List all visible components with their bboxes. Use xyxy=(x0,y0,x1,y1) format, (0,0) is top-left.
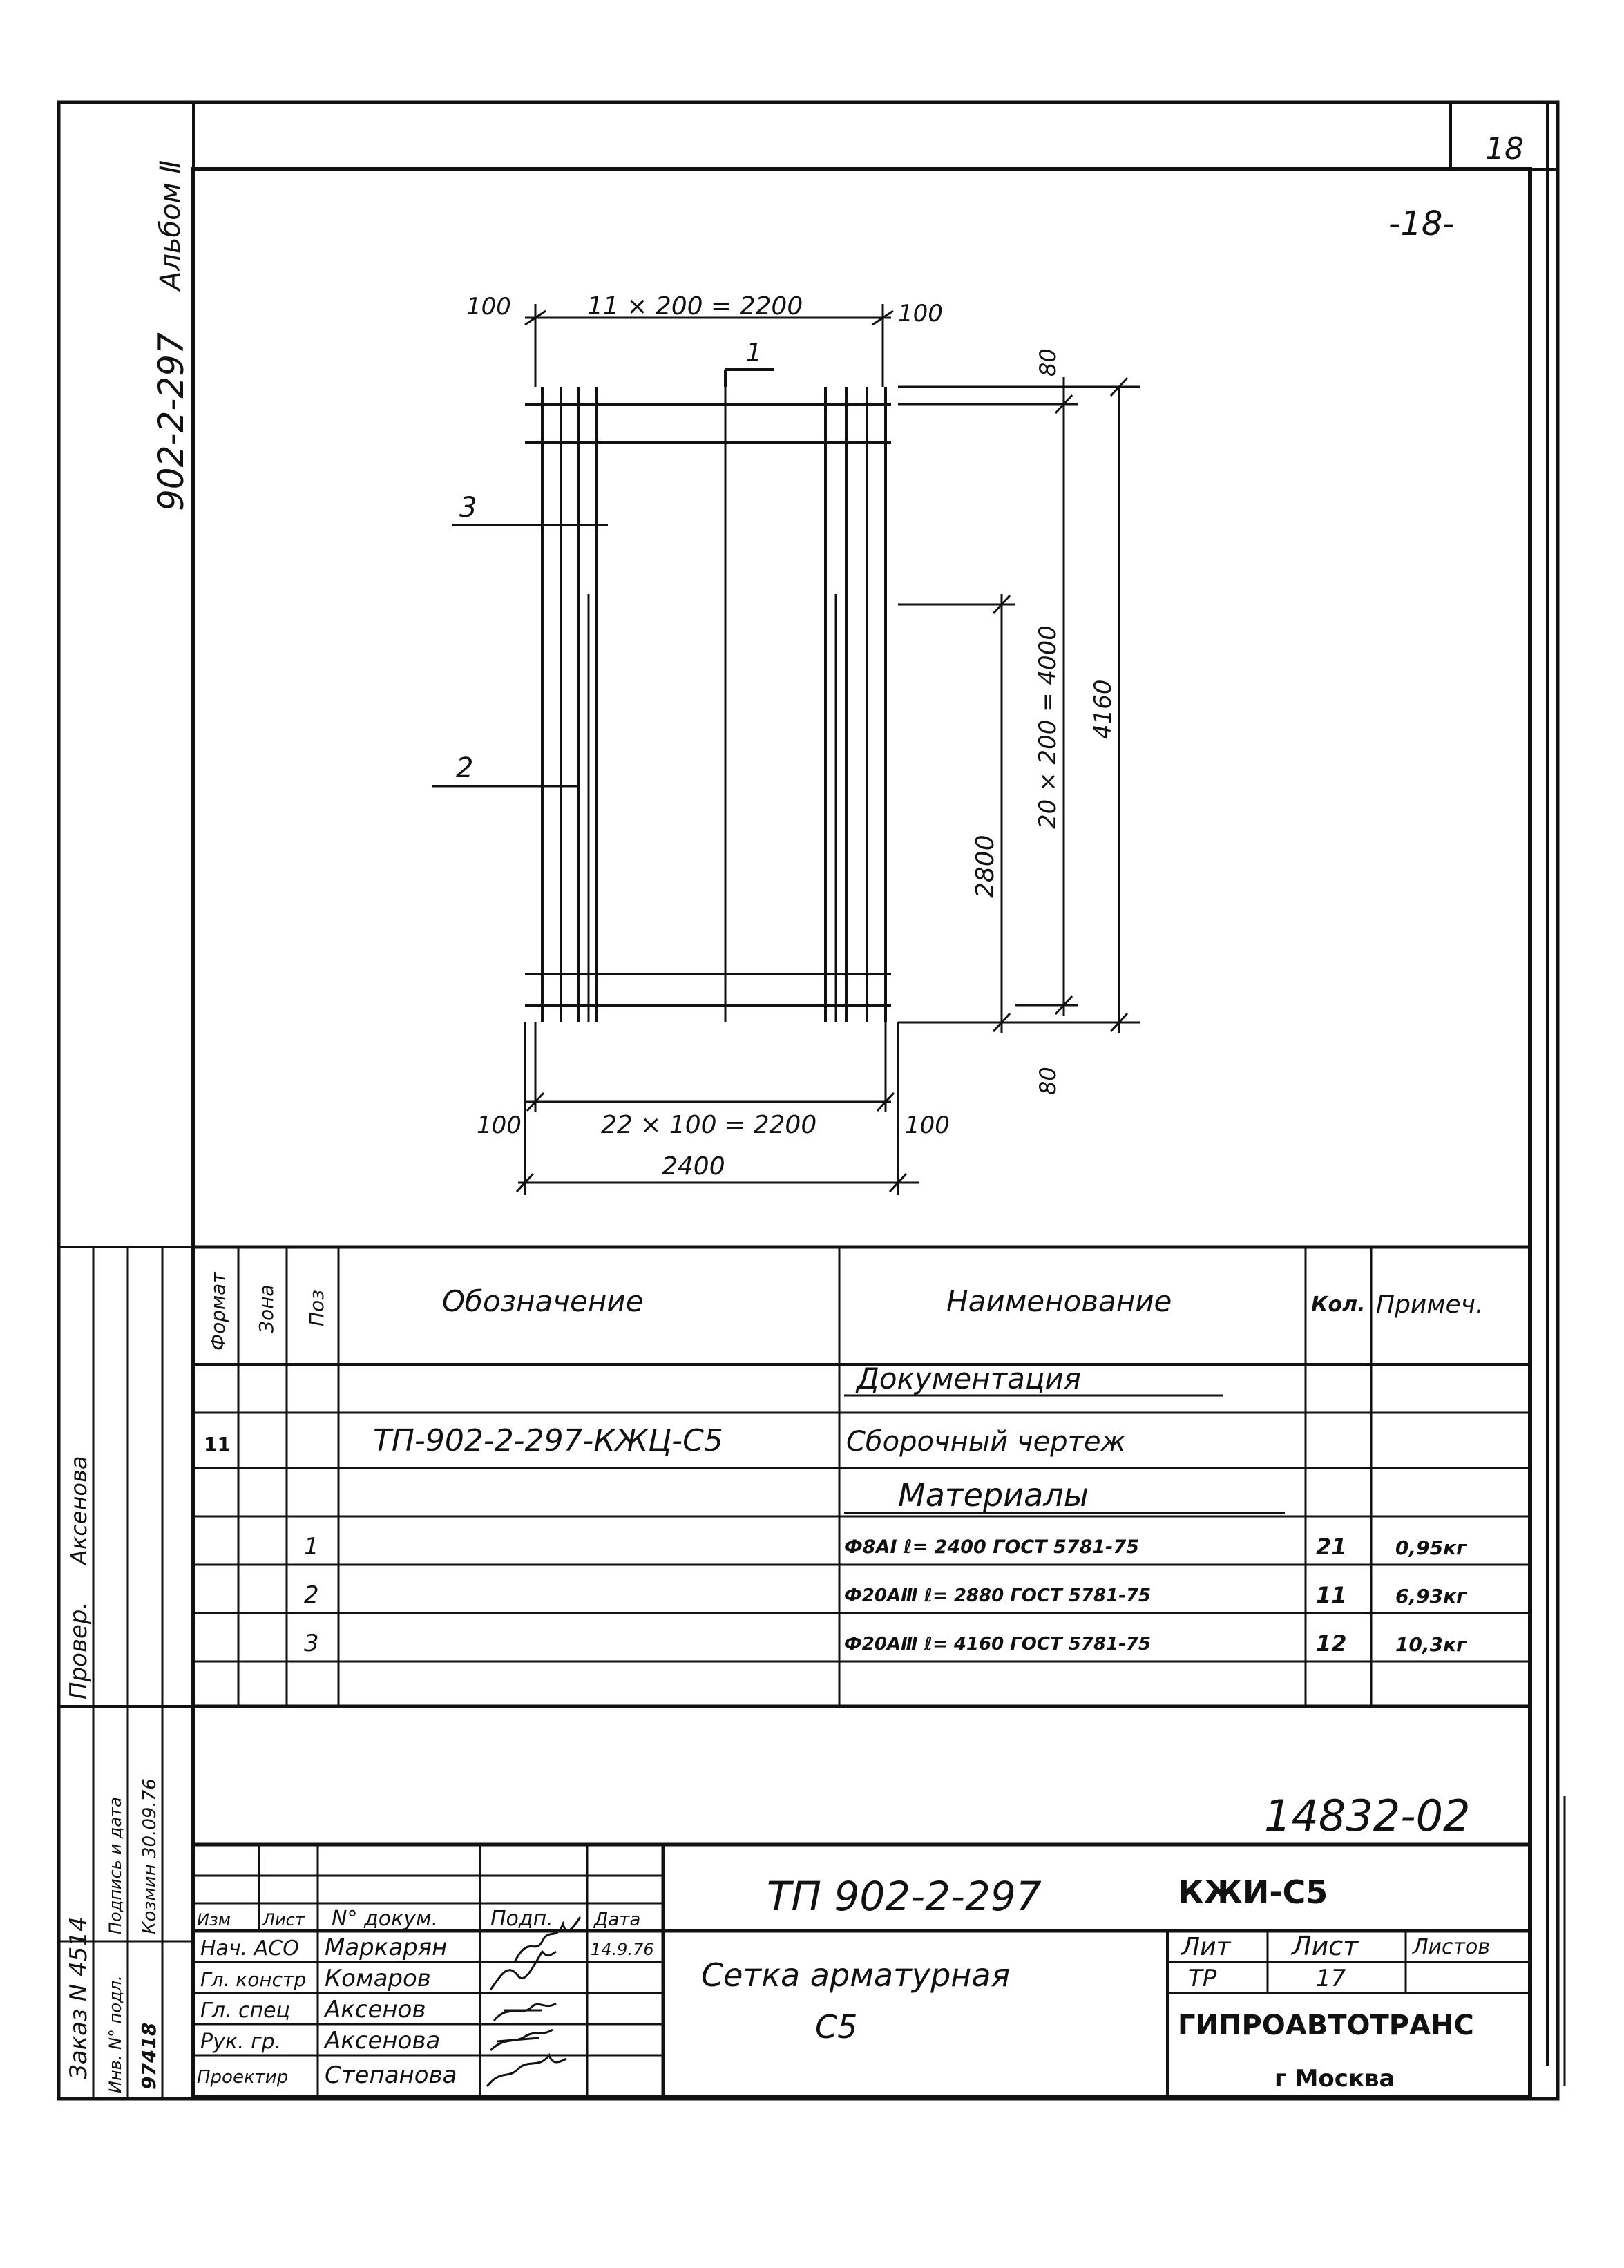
row-1-pos: 1 xyxy=(304,1533,319,1561)
header-name: Наименование xyxy=(946,1284,1172,1318)
person-1: Маркарян xyxy=(325,1934,448,1961)
col-date: Дата xyxy=(594,1909,641,1930)
dim-2800: 2800 xyxy=(971,835,1000,898)
dim-bottom-left: 100 xyxy=(477,1112,522,1139)
dim-bottom-total: 2400 xyxy=(662,1152,725,1181)
position-1-label: 1 xyxy=(746,339,762,367)
dim-right-top: 80 xyxy=(1035,348,1061,377)
dim-top-mid: 11 × 200 = 2200 xyxy=(587,292,803,321)
person-5: Степанова xyxy=(325,2061,457,2089)
row-3-note: 10,3кг xyxy=(1395,1633,1467,1656)
row-2-qty: 11 xyxy=(1316,1582,1347,1608)
dim-bottom-mid: 22 × 100 = 2200 xyxy=(601,1111,817,1139)
organization: ГИПРОАВТОТРАНС xyxy=(1178,2010,1474,2041)
row-1-qty: 21 xyxy=(1316,1534,1347,1560)
row-2-note: 6,93кг xyxy=(1395,1585,1467,1608)
checked-name: Аксенова xyxy=(66,1456,92,1565)
header-designation: Обозначение xyxy=(442,1284,644,1318)
title-line-2: С5 xyxy=(815,2008,858,2046)
lit-value: ТР xyxy=(1188,1965,1217,1992)
row-3-qty: 12 xyxy=(1316,1630,1347,1657)
order-number: Заказ N 4514 xyxy=(65,1916,93,2079)
row-1-note: 0,95кг xyxy=(1395,1536,1467,1559)
col-list: Лист xyxy=(262,1910,305,1929)
header-note: Примеч. xyxy=(1376,1290,1484,1319)
col-sign: Подп. xyxy=(490,1907,553,1931)
dim-top-right: 100 xyxy=(898,300,943,327)
role-4: Рук. гр. xyxy=(200,2030,282,2054)
sheet-value: 17 xyxy=(1316,1965,1346,1992)
sheet-label: Лист xyxy=(1292,1931,1359,1961)
role-1: Нач. АСО xyxy=(200,1936,299,1961)
role-3: Гл. спец xyxy=(200,1999,290,2023)
sign-date-label: Подпись и дата xyxy=(106,1797,125,1934)
side-album-label: Альбом Ⅱ xyxy=(155,160,187,290)
sheets-label: Листов xyxy=(1413,1935,1491,1959)
side-project-code: 902-2-297 xyxy=(151,332,191,511)
archive-number: 14832-02 xyxy=(1264,1791,1471,1841)
drawing-mark: КЖИ-С5 xyxy=(1178,1874,1328,1911)
position-2-label: 2 xyxy=(456,752,474,784)
col-doc: N° докум. xyxy=(332,1907,439,1931)
inv-label: Инв. N° подл. xyxy=(106,1975,125,2093)
doc-name: Сборочный чертеж xyxy=(846,1426,1126,1458)
doc-designation: ТП-902-2-297-КЖЦ-С5 xyxy=(373,1423,723,1458)
inv-value: 97418 xyxy=(137,2022,160,2090)
person-2: Комаров xyxy=(325,1965,431,1992)
dim-right-bottom: 80 xyxy=(1035,1067,1061,1095)
dim-right-4160: 4160 xyxy=(1089,679,1117,739)
position-3-label: 3 xyxy=(459,492,477,524)
row-2-pos: 2 xyxy=(304,1581,319,1609)
row-3-pos: 3 xyxy=(304,1630,319,1657)
page-number: -18- xyxy=(1388,204,1455,243)
date-1: 14.9.76 xyxy=(591,1940,654,1959)
organization-city: г Москва xyxy=(1274,2065,1395,2093)
header-pos: Поз xyxy=(305,1289,328,1326)
section-materials: Материалы xyxy=(898,1476,1089,1514)
header-qty: Кол. xyxy=(1311,1293,1366,1317)
row-2-name: Ф20АⅢ ℓ= 2880 ГОСТ 5781-75 xyxy=(844,1585,1152,1606)
header-format: Формат xyxy=(207,1272,229,1351)
col-izm: Изм xyxy=(197,1910,231,1929)
header-zone: Зона xyxy=(255,1284,278,1333)
doc-format: 11 xyxy=(204,1433,231,1456)
role-2: Гл. констр xyxy=(200,1968,307,1991)
corner-sheet-number: 18 xyxy=(1485,131,1524,166)
signatures xyxy=(487,1917,580,2086)
row-3-name: Ф20АⅢ ℓ= 4160 ГОСТ 5781-75 xyxy=(844,1634,1152,1655)
person-4: Аксенова xyxy=(325,2027,441,2055)
section-documentation: Документация xyxy=(857,1362,1082,1395)
dim-right-4000: 20 × 200 = 4000 xyxy=(1034,625,1062,829)
person-3: Аксенов xyxy=(325,1996,426,2023)
dim-bottom-right: 100 xyxy=(905,1112,950,1139)
lit-label: Лит xyxy=(1181,1933,1231,1961)
checked-label: Провер. xyxy=(65,1601,93,1699)
project-code: ТП 902-2-297 xyxy=(767,1873,1042,1920)
role-5: Проектир xyxy=(197,2067,289,2088)
dim-top-left: 100 xyxy=(466,293,511,321)
row-1-name: Ф8АⅠ ℓ= 2400 ГОСТ 5781-75 xyxy=(844,1536,1139,1558)
title-line-1: Сетка арматурная xyxy=(701,1956,1011,1994)
sign-date-value: Козмин 30.09.76 xyxy=(140,1778,160,1934)
